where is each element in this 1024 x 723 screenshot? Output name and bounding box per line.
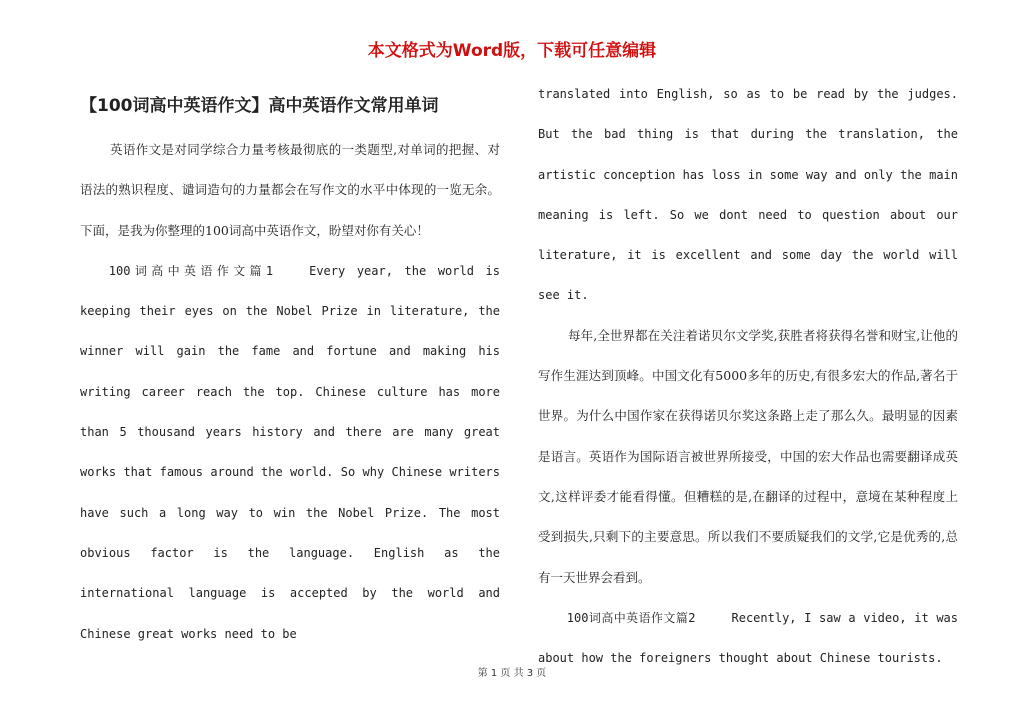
word-format-banner: 本文格式为Word版，下载可任意编辑 <box>367 41 657 61</box>
intro-paragraph: 英语作文是对同学综合力量考核最彻底的一类题型,对单词的把握、对语法的熟识程度、谴词造句的力量都会在写作文的水平中体现的一览无余。下面，是我为你整理的100词高中英语作文，盼望对你有关心！ <box>80 142 500 238</box>
essay2-text: Recently, I saw a video, it was about how the foreigners thought about Chinese tourists. <box>538 610 958 666</box>
essay1-text-right: translated into English, so as to be read by the judges. But the bad thing is that during the translation, the artistic conception has loss in some way and only the main meaning is left. So we dont need to question about our literature, it is excellent and some day the world will see it. <box>538 87 958 303</box>
essay1-translation: 每年,全世界都在关注着诺贝尔文学奖,获胜者将获得名誉和财宝,让他的写作生涯达到顶峰。中国文化有5000多年的历史,有很多宏大的作品,著名于世界。为什么中国作家在获得诺贝尔奖这条路上走了那么久。最明显的因素是语言。英语作为国际语言被世界所接受，中国的宏大作品也需要翻译成英文,这样评委才能看得懂。但糟糕的是,在翻译的过程中，意境在某种程度上受到损失,只剩下的主要意思。所以我们不要质疑我们的文学,它是优秀的,总有一天世界会看到。 <box>538 327 958 585</box>
essay1-text-left: Every year, the world is keeping their eyes on the Nobel Prize in literature, the winner will gain the fame and fortune and making his writing career reach the top. Chinese culture has more than 5 thousand years history and there are many great works that famous around the world. So why Chinese writers have such a long way to win the Nobel Prize. The most obvious factor is the language. English as the international language is accepted by the world and Chinese great works need to be <box>80 263 500 641</box>
left-column <box>80 86 500 654</box>
page-footer: 第 1 页 共 3 页 <box>477 668 547 679</box>
essay1-heading: 100词高中英语作文篇1 <box>108 263 274 278</box>
essay1-paragraph <box>80 251 500 654</box>
essay2-heading: 100词高中英语作文篇2 <box>566 610 696 625</box>
document-title: 【100词高中英语作文】高中英语作文常用单词 <box>80 96 439 116</box>
right-column <box>538 74 958 678</box>
